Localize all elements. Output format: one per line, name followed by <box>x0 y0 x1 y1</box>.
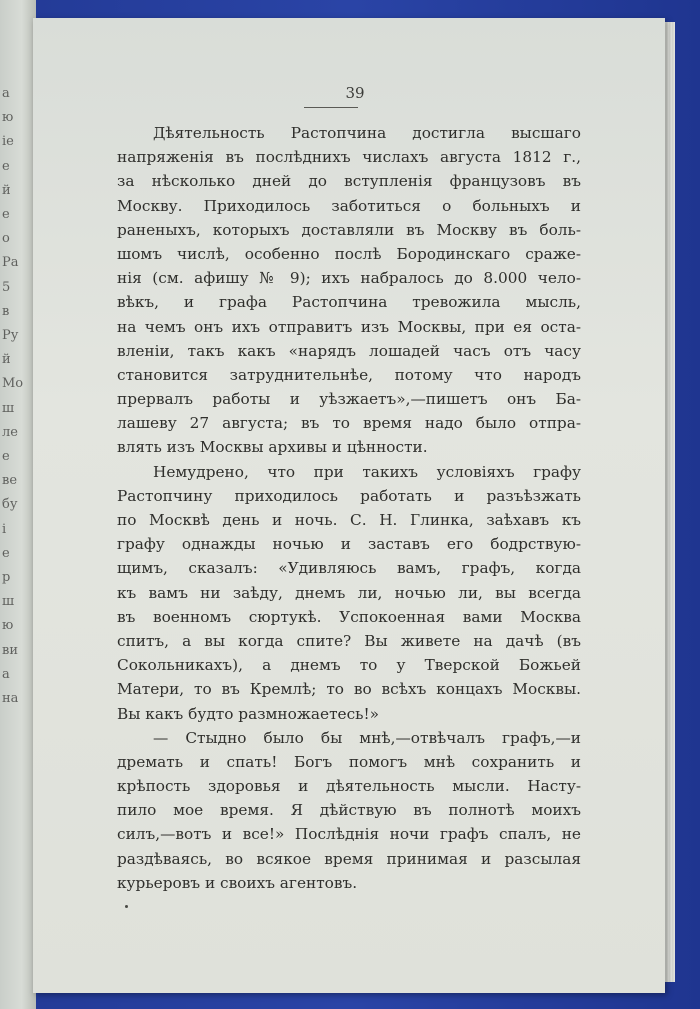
text-line: пило мое время. Я дѣйствую въ полнотѣ моихъ <box>117 801 581 820</box>
text-line: Дѣятельность Растопчина достигла высшаго <box>153 124 581 142</box>
text-line: курьеровъ и своихъ агентовъ. <box>117 873 358 892</box>
facing-page-fragment: і <box>2 521 7 537</box>
text-line: вленіи, такъ какъ «нарядъ лошадей часъ отъ часу <box>117 341 581 360</box>
page-number: 39 <box>345 84 365 102</box>
text-line: къ вамъ ни заѣду, днемъ ли, ночью ли, вы всегда <box>117 583 581 602</box>
text-line: раздѣваясь, во всякое время принимая и разсылая <box>117 849 581 868</box>
text-line: Матери, то въ Кремлѣ; то во всѣхъ концахъ Москвы. <box>117 680 581 699</box>
text-line: графу однажды ночью и заставъ его бодрствую- <box>117 535 581 554</box>
text-line: лашеву 27 августа; въ то время надо было отпра- <box>117 414 581 433</box>
text-line: по Москвѣ день и ночь. С. Н. Глинка, заѣхавъ къ <box>117 511 581 529</box>
text-line: раненыхъ, которыхъ доставляли въ Москву въ боль- <box>117 220 581 239</box>
text-line: спитъ, а вы когда спите? Вы живете на дачѣ (въ <box>117 631 581 650</box>
page-body-text <box>117 121 581 895</box>
facing-page-fragment: Мо <box>2 376 24 392</box>
facing-page-fragment: ш <box>2 400 15 416</box>
facing-page-fragment: е <box>2 449 10 464</box>
facing-page-fragment: ве <box>2 473 18 489</box>
text-line: въ военномъ сюртукѣ. Успокоенная вами Москва <box>117 607 581 626</box>
facing-page-fragment: й <box>2 182 11 198</box>
facing-page-fragment: а <box>2 666 10 682</box>
text-line: Немудрено, что при такихъ условіяхъ графу <box>153 462 581 481</box>
book-page <box>33 18 665 993</box>
facing-page-fragment: іе <box>2 134 14 150</box>
facing-page-fragment: е <box>2 545 10 561</box>
text-line: становится затруднительнѣе, потому что народъ <box>117 365 581 384</box>
text-line: Растопчину приходилось работать и разъѣзжать <box>117 486 581 505</box>
text-line: нія (см. афишу № 9); ихъ набралось до 8.000 чело- <box>117 269 581 288</box>
facing-page-fragment: е <box>2 158 10 174</box>
facing-page-fragment: бу <box>2 497 18 513</box>
facing-page-fragment: ви <box>2 642 18 658</box>
facing-page-fragment: на <box>2 691 19 706</box>
facing-page-fragment: е <box>2 207 10 222</box>
paper-speck <box>125 905 128 908</box>
text-line: прервалъ работы и уѣзжаетъ»,—пишетъ онъ Ба- <box>117 390 581 409</box>
text-line: щимъ, сказалъ: «Удивляюсь вамъ, графъ, когда <box>117 559 581 578</box>
text-line: дремать и спать! Богъ помогъ мнѣ сохранить и <box>117 752 581 771</box>
text-line: Москву. Приходилось заботиться о больныхъ и <box>117 196 581 215</box>
text-line: шомъ числѣ, особенно послѣ Бородинскаго сраже- <box>117 244 581 263</box>
facing-page-fragment: а <box>2 86 10 101</box>
text-line: на чемъ онъ ихъ отправитъ изъ Москвы, при ея оста- <box>117 317 581 336</box>
text-line: Вы какъ будто размножаетесь!» <box>117 704 379 723</box>
text-line: силъ,—вотъ и все!» Послѣднія ночи графъ спалъ, не <box>117 825 581 844</box>
text-line: — Стыдно было бы мнѣ,—отвѣчалъ графъ,—и <box>153 728 581 747</box>
text-line: Сокольникахъ), а днемъ то у Тверской Божьей <box>117 656 581 675</box>
text-line: крѣпость здоровья и дѣятельность мысли. Насту- <box>117 777 581 796</box>
facing-page-fragment: ле <box>2 424 18 440</box>
page-number-rule <box>304 107 358 108</box>
text-line: влять изъ Москвы архивы и цѣнности. <box>117 438 428 457</box>
facing-page-fragment: ю <box>2 618 14 634</box>
facing-page-edge <box>0 0 36 1009</box>
text-line: напряженія въ послѣднихъ числахъ августа 1812 г., <box>117 148 581 167</box>
facing-page-fragment: Ру <box>2 328 19 343</box>
facing-page-fragment: 5 <box>2 279 11 295</box>
text-line: за нѣсколько дней до вступленія французовъ въ <box>117 172 581 191</box>
facing-page-fragment: й <box>2 352 11 368</box>
facing-page-fragment: в <box>2 303 10 319</box>
text-line: вѣкъ, и графа Растопчина тревожила мысль, <box>117 293 581 312</box>
facing-page-fragment: ш <box>2 594 15 610</box>
facing-page-fragment: ю <box>2 110 14 126</box>
facing-page-fragment: р <box>2 570 11 585</box>
facing-page-fragment: о <box>2 231 10 247</box>
facing-page-fragment: Ра <box>2 255 19 271</box>
